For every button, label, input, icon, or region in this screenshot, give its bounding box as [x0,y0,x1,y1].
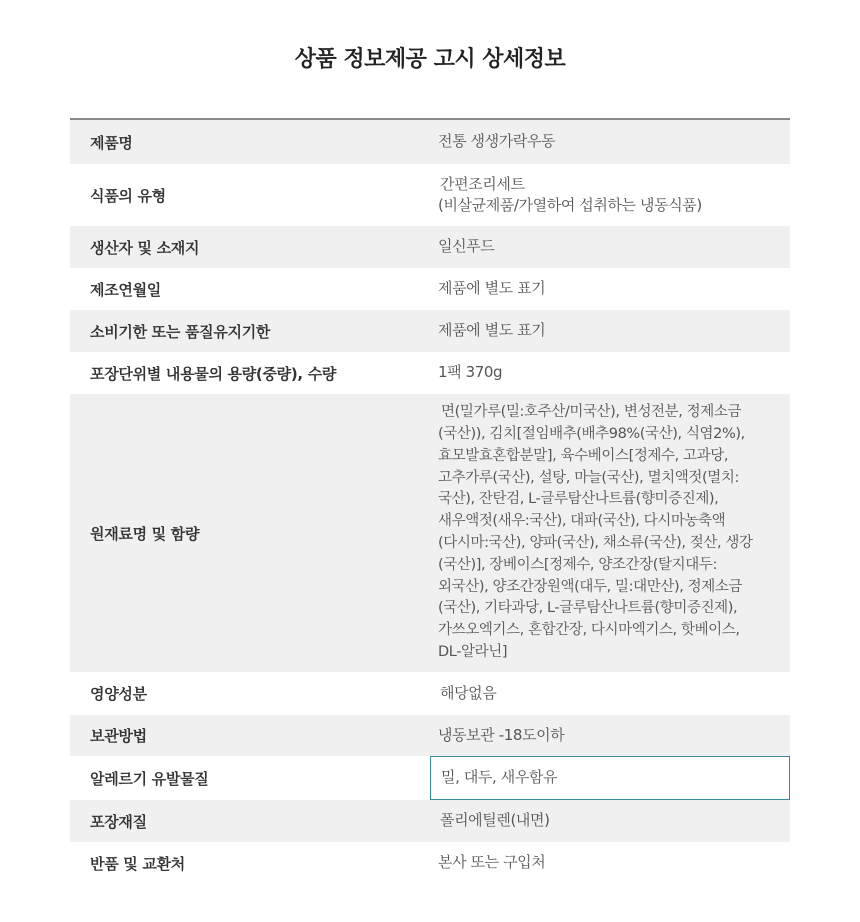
table-row-allergens [70,756,790,800]
row-value [430,672,790,715]
table-row-packaging [70,800,790,842]
value-line: 일신푸드 [438,237,495,256]
table-row-storage [70,715,790,756]
row-label: 제조연월일 [90,280,161,299]
value-line: 제품에 별도 표기 [438,321,546,340]
product-info-table [70,118,790,884]
table-row-package-capacity [70,352,790,394]
value-line: 냉동보관 -18도이하 [438,725,565,744]
table-row-ingredients [70,394,790,672]
row-value [430,715,790,756]
row-label: 원재료명 및 함량 [90,524,200,543]
row-value [430,310,790,352]
value-line: 고추가루(국산), 설탕, 마늘(국산), 멸치액젓(멸치: [438,469,739,486]
value-line: 본사 또는 구입처 [438,853,546,872]
row-label: 알레르기 유발물질 [90,769,209,788]
value-line: 가쓰오엑기스, 혼합간장, 다시마엑기스, 핫베이스, [438,622,740,639]
row-label: 보관방법 [90,727,147,745]
table-row-producer [70,226,790,268]
row-value-highlighted [430,756,790,800]
value-line: 1팩 370g [438,363,503,382]
row-value [430,268,790,310]
row-label: 식품의 유형 [90,186,166,205]
table-row-manufacture-date [70,268,790,310]
row-label: 생산자 및 소재지 [90,238,200,257]
page-title: 상품 정보제공 고시 상세정보 [294,47,566,72]
value-line: (다시마:국산), 양파(국산), 채소류(국산), 젖산, 생강 [438,535,753,551]
row-label: 포장단위별 내용물의 용량(중량), 수량 [90,364,337,383]
value-line: 전통 생생가락우동 [438,132,556,151]
row-label: 반품 및 교환처 [90,854,185,873]
value-line: 새우액젓(새우:국산), 대파(국산), 다시마농축액 [438,513,726,530]
row-label: 제품명 [90,133,133,152]
value-line: 효모발효혼합분말], 육수베이스[정제수, 고과당, [438,447,729,464]
value-line: (국산)), 김치[절임배추(배추98%(국산), 식염2%), [438,426,745,443]
value-line: 폴리에틸렌(내면) [440,811,550,830]
value-line: 외국산), 양조간장원액(대두, 밀:대만산), 정제소금 [438,578,743,595]
table-row-returns [70,842,790,884]
value-line: 해당없음 [440,683,497,702]
row-value [430,800,790,842]
value-line: 제품에 별도 표기 [438,279,546,298]
value-line: (비살균제품/가열하여 섭취하는 냉동식품) [438,196,702,214]
row-value [430,120,790,164]
row-value [430,352,790,394]
row-label: 소비기한 또는 품질유지기한 [90,322,271,341]
value-line: DL-알라닌] [438,643,508,660]
value-line: (국산)], 장베이스[정제수, 양조간장(탈지대두: [438,556,717,573]
table-row-product-name [70,120,790,164]
row-value [430,226,790,268]
table-row-nutrition [70,672,790,715]
row-label: 영양성분 [90,685,147,703]
row-value [430,842,790,884]
row-label: 포장재질 [90,812,147,831]
row-value [430,164,790,226]
value-line: (국산), 기타과당, L-글루탐산나트륨(향미증진제), [438,600,738,617]
table-row-food-type [70,164,790,226]
row-value [430,394,790,672]
value-line: 간편조리세트 [440,175,525,193]
table-row-expiry [70,310,790,352]
value-line: 면(밀가루(밀:호주산/미국산), 변성전분, 정제소금 [441,404,742,421]
value-line: 밀, 대두, 새우함유 [441,768,558,787]
value-line: 국산), 잔탄검, L-글루탐산나트륨(향미증진제), [438,491,719,508]
